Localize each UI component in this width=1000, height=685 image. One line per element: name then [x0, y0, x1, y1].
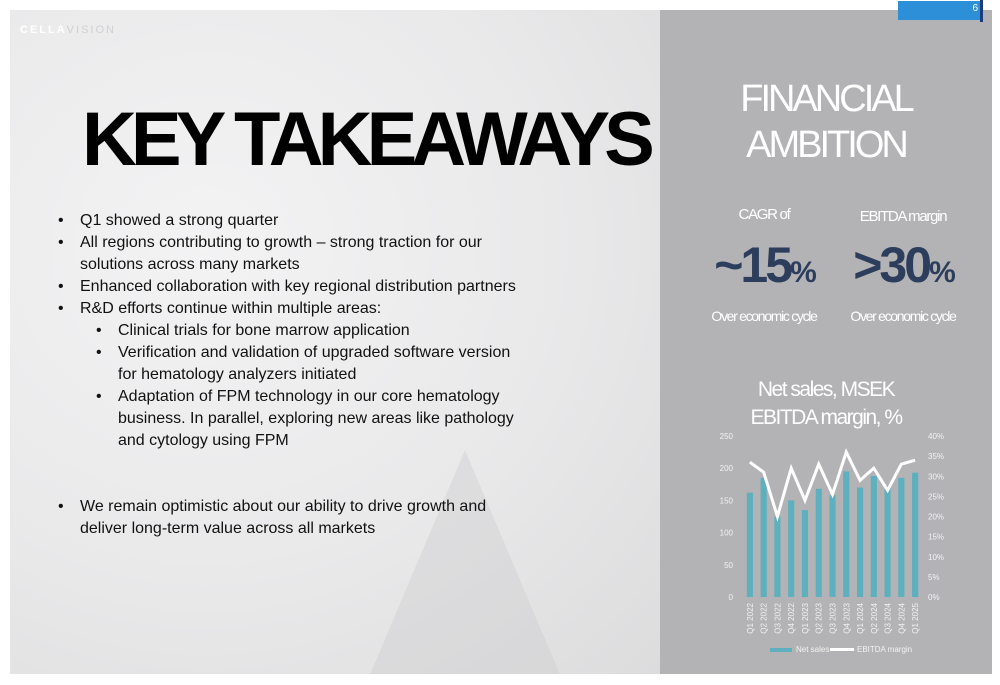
x-tick-label: Q3 2024	[883, 603, 893, 634]
y-right-tick-label: 10%	[928, 552, 945, 562]
kpi-ebitda-unit: %	[929, 256, 953, 289]
y-left-tick-label: 0	[728, 593, 733, 602]
page-number: 6	[972, 3, 978, 14]
logo-text-bold: CELLA	[20, 24, 67, 36]
y-left-tick-label: 100	[719, 528, 733, 538]
kpi-cagr-unit: %	[790, 256, 814, 289]
kpi-cagr-number: ~15	[714, 237, 791, 293]
bar-net-sales	[761, 478, 767, 597]
x-tick-label: Q4 2024	[897, 603, 907, 634]
x-tick-label: Q4 2023	[842, 603, 852, 634]
page-number-bar	[898, 1, 982, 20]
kpi-ebitda-label: EBITDA margin	[859, 208, 947, 225]
legend-swatch-net-sales	[770, 648, 792, 652]
bar-net-sales	[747, 493, 753, 597]
bar-net-sales	[788, 500, 794, 597]
chart-title	[660, 376, 992, 432]
bullet-item	[80, 298, 520, 452]
x-tick-label: Q1 2025	[911, 603, 921, 634]
chart-title-line2: EBITDA margin, %	[750, 406, 902, 429]
financial-title-line2: AMBITION	[746, 124, 906, 166]
legend-label-ebitda: EBITDA margin	[857, 645, 913, 654]
kpi-ebitda-value	[833, 236, 973, 294]
kpi-cagr-value	[694, 236, 834, 294]
y-left-tick-label: 250	[719, 432, 733, 441]
bullet-item: • All regions contributing to growth – strong traction for our solutions across many markets	[80, 232, 520, 276]
x-tick-label: Q2 2022	[759, 603, 769, 634]
y-right-tick-label: 20%	[928, 512, 945, 522]
bar-net-sales	[829, 495, 835, 597]
x-tick-label: Q2 2023	[814, 603, 824, 634]
x-tick-label: Q3 2022	[773, 603, 783, 634]
sub-bullet-item: • Verification and validation of upgraded software version for hematology analyzers initiated	[118, 342, 520, 386]
kpi-ebitda-sub: Over economic cycle	[850, 308, 956, 324]
legend-swatch-ebitda	[830, 648, 854, 651]
slide-title: KEY TAKEAWAYS	[82, 97, 649, 182]
kpi-cagr-sub: Over economic cycle	[711, 308, 817, 324]
bullet-item: • Enhanced collaboration with key regional distribution partners	[80, 276, 520, 298]
chart-title-line1: Net sales, MSEK	[757, 378, 895, 401]
bar-net-sales	[857, 488, 863, 597]
kpi-cagr-label: CAGR of	[738, 206, 790, 223]
watermark-shape	[355, 450, 575, 674]
sub-bullet-item: • Clinical trials for bone marrow application	[118, 320, 520, 342]
bar-net-sales	[843, 471, 849, 597]
bullet-item: • Q1 showed a strong quarter	[80, 210, 520, 232]
financial-title-line1: FINANCIAL	[740, 78, 912, 120]
page-bar-edge	[980, 0, 983, 22]
kpi-ebitda-number: >30	[853, 237, 930, 293]
legend-label-net-sales: Net sales	[796, 645, 830, 654]
y-right-tick-label: 35%	[928, 452, 945, 462]
y-right-tick-label: 0%	[928, 593, 940, 602]
net-sales-ebitda-chart	[660, 426, 980, 666]
y-right-tick-label: 25%	[928, 492, 945, 502]
logo-text-light: VISION	[66, 24, 116, 36]
y-right-tick-label: 5%	[928, 572, 940, 582]
sub-bullet-list	[80, 320, 520, 452]
x-tick-label: Q1 2023	[800, 603, 810, 634]
y-left-tick-label: 200	[719, 464, 733, 474]
final-bullet-list	[80, 496, 520, 540]
x-tick-label: Q3 2023	[828, 603, 838, 634]
x-tick-label: Q4 2022	[787, 603, 797, 634]
x-tick-label: Q1 2022	[745, 603, 755, 634]
y-left-tick-label: 150	[719, 496, 733, 506]
bullet-list	[80, 210, 520, 452]
x-tick-label: Q2 2024	[869, 603, 879, 634]
bullet-text: R&D efforts continue within multiple areas:	[80, 300, 382, 317]
bar-net-sales	[802, 510, 808, 597]
y-right-tick-label: 40%	[928, 432, 945, 441]
company-logo	[20, 24, 116, 36]
y-right-tick-label: 30%	[928, 472, 945, 482]
x-tick-label: Q1 2024	[856, 603, 866, 634]
financial-ambition-title	[660, 76, 992, 168]
bar-net-sales	[884, 486, 890, 597]
bar-net-sales	[871, 476, 877, 597]
bar-net-sales	[898, 478, 904, 597]
bar-net-sales	[816, 489, 822, 597]
y-left-tick-label: 50	[724, 560, 733, 570]
sub-bullet-item: • Adaptation of FPM technology in our core hematology business. In parallel, exploring new areas like pathology and cytology using FPM	[118, 386, 520, 452]
bullet-item: • We remain optimistic about our ability to drive growth and deliver long-term value across all markets	[80, 496, 520, 540]
bar-net-sales	[912, 473, 918, 597]
y-right-tick-label: 15%	[928, 532, 945, 542]
bar-net-sales	[774, 517, 780, 598]
